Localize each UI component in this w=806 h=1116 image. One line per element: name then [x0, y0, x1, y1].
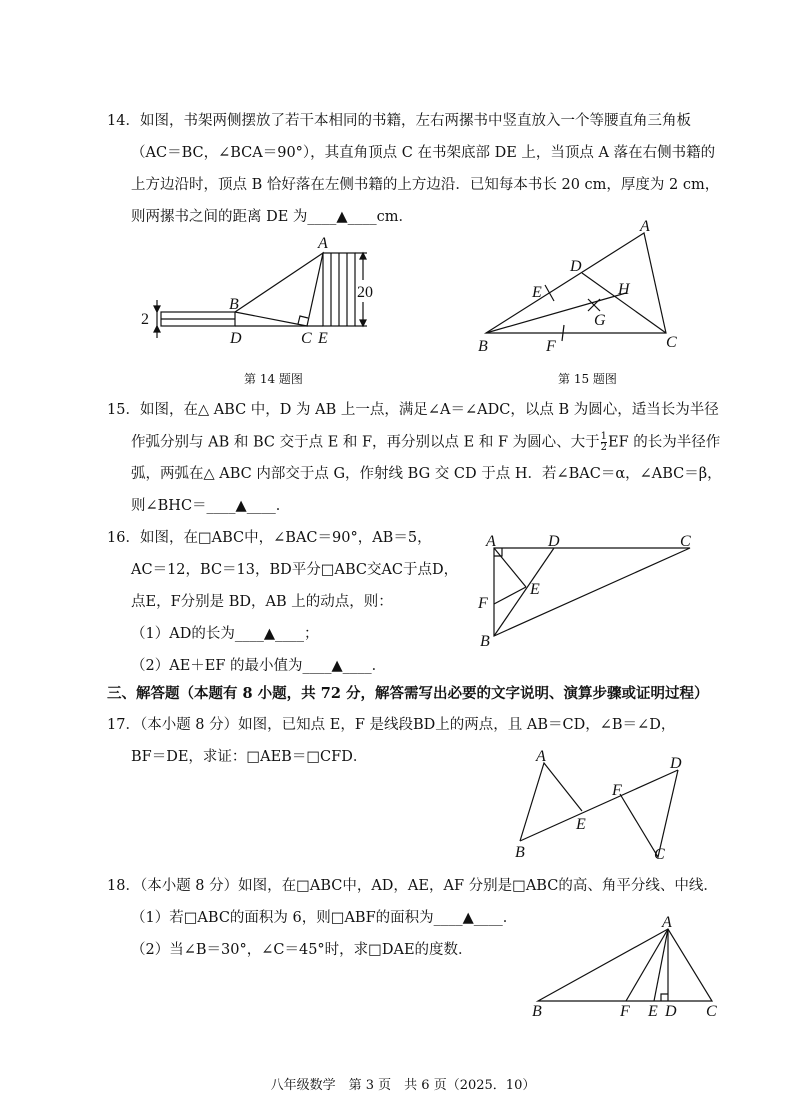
q15-line2 [131, 432, 720, 453]
q15-line3: 弧，两弧在△ ABC 内部交于点 G，作射线 BG 交 CD 于点 H．若∠BAC＝α，∠ABC＝β， [131, 466, 722, 482]
q18-line1: 18．（本小题 8 分）如图，在□ABC中，AD，AE，AF 分别是□ABC的高、角平分线、中线． [107, 878, 718, 894]
q16-label-E: E [530, 581, 540, 598]
figure-q16 [474, 532, 704, 652]
q17-label-B: B [515, 844, 525, 861]
figure-q18 [522, 915, 732, 1020]
section3-heading: 三、解答题（本题有 8 小题，共 72 分，解答需写出必要的文字说明、演算步骤或证明过程） [107, 685, 709, 702]
q15-caption: 第 15 题图 [558, 372, 617, 386]
q17-line2: BF＝DE，求证：□AEB＝□CFD． [131, 749, 368, 765]
q14-line4: 则两摞书之间的距离 DE 为____▲____cm． [131, 209, 413, 225]
q14-label-C: C [301, 330, 312, 347]
q14-label-E: E [318, 330, 328, 347]
q15-label-F: F [546, 338, 556, 355]
q16-label-B: B [480, 633, 490, 650]
q16-label-D: D [548, 533, 560, 550]
q18-line2: （1）若□ABC的面积为 6，则□ABF的面积为____▲____． [131, 910, 518, 926]
q16-label-F: F [478, 595, 488, 612]
q18-label-F: F [620, 1003, 630, 1020]
q15-label-H: H [618, 281, 630, 298]
q16-line3: 点E，F分别是 BD，AB 上的动点，则： [131, 594, 393, 610]
figure-q14 [135, 230, 395, 350]
q14-caption: 第 14 题图 [244, 372, 303, 386]
q14-label-A: A [318, 235, 328, 252]
q15-label-E: E [532, 284, 542, 301]
q18-label-E: E [648, 1003, 658, 1020]
q15-line2b: EF 的长为半径作 [608, 434, 721, 451]
q15-line4: 则∠BHC＝____▲____． [131, 498, 291, 514]
q15-label-A: A [640, 218, 650, 235]
q17-label-D: D [670, 755, 682, 772]
q17-label-C: C [654, 846, 665, 863]
q14-label-twenty: 20 [357, 284, 373, 301]
q18-line3: （2）当∠B＝30°，∠C＝45°时，求□DAE的度数． [131, 942, 473, 958]
q17-label-E: E [576, 816, 586, 833]
q18-label-D: D [665, 1003, 677, 1020]
q16-label-C: C [680, 533, 691, 550]
q15-line1: 15．如图，在△ ABC 中，D 为 AB 上一点，满足∠A＝∠ADC，以点 B 为圆心，适当长为半径 [107, 402, 719, 418]
q14-line3: 上方边沿时，顶点 B 恰好落在左侧书籍的上方边沿．已知每本书长 20 cm，厚度为 2 cm， [131, 177, 720, 193]
q16-line5: （2）AE＋EF 的最小值为____▲____． [131, 658, 387, 674]
fraction-one-half [601, 432, 607, 453]
figure-q15 [470, 215, 700, 360]
q16-line4: （1）AD的长为____▲____； [131, 626, 319, 642]
q14-label-two: 2 [141, 311, 149, 328]
q15-label-C: C [666, 334, 677, 351]
frac-num: 1 [600, 431, 608, 442]
q17-line1: 17．（本小题 8 分）如图，已知点 E，F 是线段BD上的两点，且 AB＝CD，∠B＝∠D， [107, 717, 676, 733]
q14-line1: 14．如图，书架两侧摆放了若干本相同的书籍，左右两摞书中竖直放入一个等腰直角三角板 [107, 113, 691, 129]
q16-line2: AC＝12，BC＝13，BD平分□ABC交AC于点D， [131, 562, 459, 578]
q16-label-A: A [486, 533, 496, 550]
q18-label-C: C [706, 1003, 717, 1020]
figure-q17 [500, 745, 710, 865]
q18-label-B: B [532, 1003, 542, 1020]
q15-line2a: 作弧分别与 AB 和 BC 交于点 E 和 F，再分别以点 E 和 F 为圆心、大于 [131, 434, 600, 451]
q15-label-D: D [570, 258, 582, 275]
q17-label-F: F [612, 782, 622, 799]
q14-line2: （AC＝BC，∠BCA＝90°），其直角顶点 C 在书架底部 DE 上，当顶点 A 落在右侧书籍的 [131, 145, 716, 161]
q18-label-A: A [662, 915, 672, 931]
q16-line1: 16．如图，在□ABC中，∠BAC＝90°，AB＝5， [107, 530, 432, 546]
page-footer: 八年级数学 第 3 页 共 6 页（2025．10） [270, 1078, 536, 1093]
q14-label-D: D [230, 330, 242, 347]
q17-label-A: A [536, 748, 546, 765]
frac-den: 2 [600, 442, 608, 453]
q15-label-B: B [478, 338, 488, 355]
q15-label-G: G [594, 312, 606, 329]
q14-label-B: B [229, 296, 239, 313]
